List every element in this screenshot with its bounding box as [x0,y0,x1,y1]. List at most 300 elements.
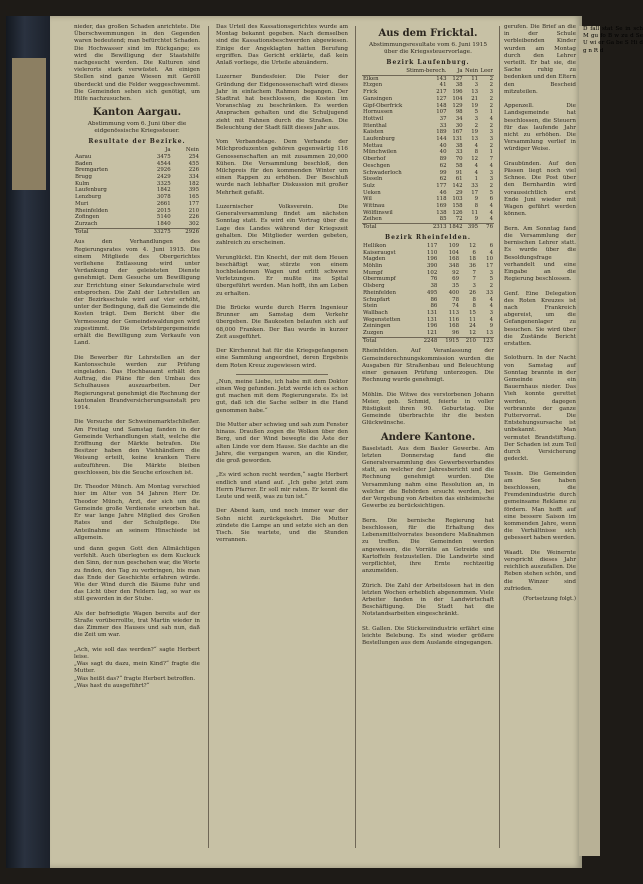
table-cell: 13 [471,136,479,143]
col2-body: Das Urteil des Kassationsgerichtes wurde am Montag bekannt gegeben. Nach demselben sind die Kassationsbeschwerden abgewiesen. Einige der Angeklagten hatten Berufung ergriffen. Das Gericht erklärte, daß kein Anlaß vorliege, die Urteile abzuändern. Luzerner Bundesfeier. Die Feier der Gründung der Eidgenossenschaft wird dieses Jahr in einfachem Rahmen begangen. Der Stadtrat hat beschlossen, die Kosten im Voranschlag zu beschränken. Es werden Ansprachen gehalten und die Schuljugend zieht mit Fahnen durch die Straßen. Die Beleuchtung der Stadt fällt dieses Jahr aus. Vom Verbandstage. Dem Verbande der Milchproduzenten gehören gegenwärtig 116 Genossenschaften an mit zusammen 20,000 Kühen. Die Versammlung beschloß, den Milchpreis für den kommenden Winter um einen Rappen zu erhöhen. Der Beschluß wurde nach lebhafter Diskussion mit großer Mehrheit gefaßt. Luzernischer Volksverein. Die Generalversammlung findet am nächsten Sonntag statt. Es wird ein Vortrag über die Lage des Landes während der Kriegszeit gehalten. Die Mitglieder werden gebeten, zahlreich zu erscheinen. Verunglückt. Ein Knecht, der mit dem Heuen beschäftigt war, stürzte von einem hochbeladenen Wagen und erlitt schwere Verletzungen. Er mußte ins Spital übergeführt werden. Man hofft, ihn am Leben zu erhalten. Die Brücke wurde durch Herrn Ingenieur Brunner am Samstag dem Verkehr übergeben. Die Baukosten belaufen sich auf 68,000 Franken. Der Bau wurde in kurzer Zeit ausgeführt. Der Kirchenrat hat für die Kriegsgefangenen eine Sammlung angeordnet, deren Ergebnis dem Roten Kreuz zugewiesen wird. [216,24,348,369]
table-cell: 196 [427,256,438,263]
table-row [362,89,494,96]
laufenburg-results-table [362,68,494,231]
col4-body: gerufen. Die Brief an die in der Schule verbleibenden Kinder wurden am Montag durch den Lehrer verteilt. Er bat sie, die Sache ruhig zu bedenken und den Eltern den Bescheid mitzuteilen. Appenzell. Die Landsgemeinde hat beschlossen, die Steuern für das laufende Jahr nicht zu erhöhen. Die Versammlung verlief in würdiger Weise. Graubünden. Auf den Pässen liegt noch viel Schnee. Die Post über den Bernhardin wird voraussichtlich erst Ende Juni wieder mit Wagen geführt werden können. Bern. Am Sonntag fand die Versammlung der bernischen Lehrer statt. Es wurde über die Besoldungsfrage verhandelt und eine Eingabe an die Regierung beschlossen. Genf. Eine Delegation des Roten Kreuzes ist nach Frankreich abgereist, um die Gefangenenlager zu besuchen. Sie wird über die Zustände Bericht erstatten. Solothurn. In der Nacht von Samstag auf Sonntag brannte in der Gemeinde ein Bauernhaus nieder. Das Vieh konnte gerettet werden, dagegen verbrannte der ganze Futtervorrat. Die Entstehungsursache ist unbekannt. Man vermutet Brandstiftung. Der Schaden ist zum Teil durch Versicherung gedeckt. Tessin. Die Gemeinden am See haben beschlossen, die Fremdenindustrie durch gemeinsame Reklame zu fördern. Man hofft auf eine bessere Saison im kommenden Jahre, wenn die Verhältnisse sich gebessert haben werden. Waadt. Die Weinernte verspricht dieses Jahr reichlich auszufallen. Die Reben stehen schön, und die Winzer sind zufrieden. [504,24,577,592]
table-row [362,190,494,197]
table-cell: 33 [455,149,463,156]
table-row [362,276,494,283]
table-row-label: Stein [363,303,378,310]
table-row [362,256,494,263]
table-row-label: Gansingen [363,95,393,102]
table-cell: 4 [474,169,479,176]
table-cell: 118 [436,196,447,203]
table-cell: 69 [452,276,459,283]
table-row-label: Baden [75,160,93,167]
table-cell: 210 [460,337,477,344]
table-row-label: Kaiseraugst [363,249,396,256]
table-row-label: Etzgen [363,82,383,89]
table-cell: 210 [188,207,199,214]
table-row [362,123,494,130]
table-cell: 4 [489,316,493,323]
table-cell: 2 [489,75,493,82]
table-cell: 2 [489,283,493,290]
table-cell: 2661 [156,200,171,207]
table-row [74,167,200,174]
table-cell: 9 [489,323,493,330]
table-cell: 177 [436,182,447,189]
table-cell: 104 [448,249,459,256]
table-cell: 107 [436,109,447,116]
table-cell: 196 [452,89,463,96]
table-row [362,103,494,110]
table-row-label: Oeschgen [363,162,390,169]
table-cell: 26 [469,289,476,296]
table-cell: 395 [464,224,479,231]
table-row-label: Rheinfelden [363,289,396,296]
table-cell: 3475 [156,153,171,160]
table-cell: 12 [469,330,476,337]
table-cell: 3 [472,283,476,290]
table-row [74,214,200,221]
table-row [362,143,494,150]
table-row [362,250,494,257]
table-row-label: Wegenstetten [363,316,401,323]
table-row [74,174,200,181]
table-row-label: Lenzburg [75,194,102,201]
table-cell: 138 [436,209,447,216]
table-cell: 11 [469,316,476,323]
table-cell: 226 [188,214,199,221]
table-cell: 2429 [156,174,171,181]
rheinfelden-results-table [362,243,494,345]
table-cell: Ja [165,147,171,154]
table-row-label: Magden [363,256,386,263]
table-cell: 3 [474,82,479,89]
table-row [362,330,494,337]
column-1 [74,24,200,850]
table-cell: 9 [474,196,479,203]
table-cell: 129 [452,102,463,109]
table-cell: 127 [436,95,447,102]
table-row [362,109,494,116]
table-row [362,303,494,310]
table-row-label: Olsberg [363,283,385,290]
kanton-aargau-heading: Kanton Aargau. [92,107,182,119]
table-row [74,154,200,161]
table-row [362,75,494,82]
laufenburg-title: Bezirk Laufenburg. [386,59,470,66]
table-row-label: Gipf-Oberfrick [363,102,403,109]
table-row-label: Zeihen [363,216,382,223]
table-row-label: Total [362,224,404,231]
col1-body: Aus den Verhandlungen des Regierungsrates vom 4. Juni 1915. Die einem Mitgliede des Obergerichtes verliehene Entlassung wird unter Verdankung der geleisteten Dienste genehmigt. Dem Gesuche um Bewilligung zur Errichtung einer Sekundarschule wird entsprochen. Die Zahl der Lehrstellen an der Bezirksschule wird auf vier erhöht, unter der Bedingung, daß die Gemeinde die Kosten trägt. Dem Bericht über die Vermessung der Gemeindewaldungen wird zugestimmt. Die Ortsbürgergemeinde erhält die Bewilligung zum Verkaufe von Land. Die Bewerber für Lehrstellen an der Kantonsschule werden zur Prüfung eingeladen. Das Hochbauamt erhält den Auftrag, die Pläne für den Umbau des Schulhauses auszuarbeiten. Der Regierungsrat genehmigt die Rechnung der kantonalen Brandversicherungsanstalt pro 1914. Die Versuche der Schweinemarktschließer. Am Freitag und Samstag fanden in der Gemeinde Verhandlungen statt, welche die Eröffnung der Märkte betrafen. Die Besitzer haben den Viehhändlern die Weisung erteilt, keine kranken Tiere aufzuführen. Die Märkte bleiben geschlossen, bis die Seuche erloschen ist. Dr. Theodor Münch. Am Montag verschied hier im Alter von 54 Jahren Herr Dr. Theodor Münch, Arzt, der sich um die Gemeinde große Verdienste erworben hat. Er war lange Jahre Mitglied des Großen Rates und der Schulpflege. Die Anteilnahme an seinem Hinschiede ist allgemein. [74,239,200,541]
table-cell: 4 [489,216,493,223]
table-cell: 3 [489,269,493,276]
table-row-label: Hottwil [363,115,384,122]
table-row-label: Münchwilen [363,149,397,156]
table-cell: 131 [452,136,463,143]
col1-story: und dann gegen Gott den Allmächtigen verfehlt. Auch überlegten es dem Kuckuck den Sinn, der nun geschehen war, die Worte zu finden, den Tag zu verbringen, bis man das Ende der Geschichte erfahren würde. Wie der Wind durch die Bäume fuhr und das Licht über den Feldern lag, so war es still geworden in der Stube. Als der befriedigte Wagen bereits auf der Straße vorüberrollte, trat Martin wieder in das Zimmer des Hauses und sah nun, daß die Zeit um war. „Ach, wie soll das werden?“ sagte Herbert leise. „Was sagt du dazu, mein Kind?“ fragte die Mutter. „Was heißt das?“ fragte Herbert betroffen. „Was hast du ausgeführt?“ [74,545,200,689]
table-row-label: Wallbach [363,309,388,316]
table-cell: 127 [452,75,463,82]
table-cell: 36 [469,262,476,269]
table-cell: 3 [489,129,493,136]
table-row-label: Wölflinswil [363,209,393,216]
table-cell: 168 [448,256,459,263]
table-cell: 8 [472,303,476,310]
table-cell: 167 [452,129,463,136]
table-cell: 1842 [448,224,463,231]
table-row-label: Brugg [75,174,92,181]
table-cell: 38 [430,283,438,290]
table-cell: 37 [439,115,447,122]
table-cell: 254 [188,153,199,160]
table-cell: 21 [471,95,479,102]
table-row [362,297,494,304]
table-row [362,243,494,250]
table-cell: 126 [452,209,463,216]
table-row [362,116,494,123]
table-row-label: Muri [75,200,89,207]
table-row [362,310,494,317]
table-cell: 76 [430,276,438,283]
table-cell: 395 [188,187,199,194]
table-row-label: Laufenburg [363,136,395,143]
table-cell: 24 [469,323,476,330]
spine-label [12,58,46,190]
col3-body: Rheinfelden. Auf Veranlassung der Gemeinderechnungskommission wurden die Ausgaben für Straßenbau und Beleuchtung einer genauen Prüfung unterzogen. Die Rechnung wurde genehmigt. Möhlin. Die Witwe des verstorbenen Johann Meier, geb. Schmid, feierte in voller Rüstigkeit ihren 90. Geburtstag. Die Gemeinde überbrachte ihr die besten Glückwünsche. [362,348,494,427]
table-row [362,183,494,190]
table-cell: 189 [436,129,447,136]
table-cell: 103 [452,196,463,203]
table-cell: 2 [489,95,493,102]
table-row [362,263,494,270]
table-row-label [362,68,404,75]
table-cell: 3078 [156,194,171,201]
table-cell: 40 [439,142,447,149]
table-cell: Ja [448,68,464,75]
fricktal-heading: Aus dem Fricktal. [378,28,478,39]
table-cell: 38 [455,82,463,89]
col1-intro: nieder, das großen Schaden anrichtete. Die Überschwemmungen in den Gegenden waren bedeutend; man befürchtet Schaden. Die Hochwasser sind im Rückgange; es wird die Bewilligung der Staatshilfe nachgesucht werden. Die Kulturen sind vielerorts stark verwüstet. An einigen Stellen sind ganze Wiesen mit Geröll überdeckt und die Felder weggeschwemmt. Die Gemeinden sehen sich genötigt, um Hilfe nachzusuchen. [74,24,202,103]
table-cell: 168 [448,323,459,330]
table-cell: 4 [489,162,493,169]
table-cell: 86 [430,296,438,303]
table-cell: 92 [452,269,459,276]
table-cell: 8 [472,296,476,303]
table-cell: 62 [439,176,447,183]
table-row-label: Hellikon [363,242,387,249]
table-cell: 143 [436,75,447,82]
table-cell: 19 [471,129,479,136]
table-cell: 5 [489,276,493,283]
column-rule [208,26,209,848]
table-cell: 495 [427,289,438,296]
table-row-label: Sisseln [363,176,383,183]
table-cell: 334 [188,174,199,181]
table-cell: 35 [452,283,459,290]
table-row-label: Aarau [75,153,92,160]
table-cell: 2 [474,122,479,129]
table-cell: 7 [489,156,493,163]
table-cell: 390 [427,262,438,269]
table-row [362,96,494,103]
table-row-label: Laufenburg [75,187,107,194]
table-cell: 4 [489,209,493,216]
table-cell: 46 [439,189,447,196]
table-row-label: Kaisten [363,129,384,136]
table-cell: 17 [471,189,479,196]
col3-body2: Baselstadt. Aus dem Basler Gewerbe. Am letzten Donnerstag fand die Generalversammlung des Gewerbeverbandes statt, an welcher der Jahresbericht und die Rechnung genehmigt wurden. Die Versammlung nahm eine Resolution an, in welcher die Behörden ersucht werden, bei der Vergebung von Arbeiten das einheimische Gewerbe zu berücksichtigen. Bern. Die bernische Regierung hat beschlossen, für die Erhaltung des Lebensmittelvorrates besondere Maßnahmen zu treffen. Die Gemeinden werden angewiesen, die Vorräte an Getreide und Kartoffeln festzustellen. Die Landwirte sind verpflichtet, ihre Ernte rechtzeitig anzumelden. Zürich. Die Zahl der Arbeitslosen hat in den letzten Wochen erheblich abgenommen. Viele Arbeiter fanden in der Landwirtschaft Beschäftigung. Die Stadt hat die Notstandsarbeiten eingeschränkt. St. Gallen. Die Stickereiindustrie erfährt eine leichte Belebung. Es sind wieder größere Bestellungen aus dem Auslande eingegangen. [362,445,494,647]
table-cell: 7 [472,269,476,276]
table-row [74,181,200,188]
table-row-label: Ueken [363,189,381,196]
table-row [362,323,494,330]
table-cell: Leer [480,68,493,74]
table-cell: 18 [469,256,476,263]
table-row [362,149,494,156]
table-cell: 302 [188,220,199,227]
table-row [362,270,494,277]
table-cell: 38 [455,142,463,149]
col2-story: „Nun, meine Liebe, ich habe mit dem Doktor einen Weg gefunden. Jetzt werde ich es schon gut machen mit dem Regierungsrate. Es ist gut, daß ich die Sache selber in die Hand genommen habe.“ Die Mutter aber schwieg und sah zum Fenster hinaus. Draußen zogen die Wolken über den Berg, und der Wind bewegte die Äste der alten Linde vor dem Hause. Sie dachte an die Jahre, die vergangen waren, an die Kinder, die groß geworden. „Es wird schon recht werden,“ sagte Herbert endlich und stand auf. „Ich gehe jetzt zum Herrn Pfarrer. Er soll mir raten. Er kennt die Leute und weiß, was zu tun ist.“ Der Abend kam, und noch immer war der Sohn nicht zurückgekehrt. Die Mutter zündete die Lampe an und setzte sich an den Tisch. Sie wartete, und die Stunden verrannen. [216,378,348,544]
table-cell: 2015 [156,207,171,214]
table-row-label: Hornussen [363,109,393,116]
table-cell: 9 [474,216,479,223]
table-cell: 348 [448,262,459,269]
rheinfelden-title: Bezirk Rheinfelden. [385,233,471,241]
story-divider [236,374,328,375]
table-row [362,136,494,143]
table-cell: 2926 [156,167,171,174]
table-cell: 33 [471,182,479,189]
table-cell: 11 [471,75,479,82]
table-cell: 2 [489,142,493,149]
table-cell: 4 [489,203,493,210]
table-cell: 2313 [404,224,447,231]
table-cell: 3325 [156,180,171,187]
table-row [362,283,494,290]
table-cell: 58 [455,162,463,169]
column-2 [216,24,348,850]
column-rule [355,26,356,848]
table-row-label: Eiken [363,75,379,82]
table-row [74,161,200,168]
table-cell: 4 [474,162,479,169]
table-cell: 29 [455,189,463,196]
table-cell: 196 [427,323,438,330]
table-cell: 148 [436,102,447,109]
table-cell: 400 [448,289,459,296]
table-cell: 1840 [156,220,171,227]
table-row [362,156,494,163]
table-cell: 226 [188,167,199,174]
table-row [362,163,494,170]
table-row-label: Möhlin [363,262,383,269]
table-cell: 1842 [156,187,171,194]
table-row-label: Kulm [75,180,90,187]
table-row-label: Sulz [363,182,375,189]
table-cell: 89 [439,156,447,163]
table-cell: 72 [455,216,463,223]
table-cell: 99 [439,169,447,176]
table-cell: 74 [452,303,459,310]
table-row [362,210,494,217]
table-cell: 85 [439,216,447,223]
table-cell: 2926 [172,228,200,235]
table-cell: 3 [489,89,493,96]
table-row-label: Wittnau [363,203,385,210]
table-row-label: Frick [363,89,378,96]
table-row-label: Zeiningen [363,323,391,330]
table-row-label: Zofingen [75,214,100,221]
table-cell: 4 [489,249,493,256]
table-cell: 117 [427,242,438,249]
table-row [362,170,494,177]
table-cell: 6 [489,196,493,203]
table-cell: 13 [486,330,493,337]
table-row-label: Zuzgen [363,330,384,337]
table-row-label [74,147,137,154]
table-row-label: Zurzach [75,220,98,227]
table-cell: 177 [188,200,199,207]
table-cell: 3 [489,176,493,183]
table-row [362,82,494,89]
table-cell: 8 [474,149,479,156]
table-cell: 10 [486,256,493,263]
table-row-label: Total [362,337,417,344]
table-cell: 62 [439,162,447,169]
table-cell: 110 [427,249,438,256]
table-cell: 5140 [156,214,171,221]
table-cell: 13 [471,89,479,96]
table-row [74,221,200,228]
table-cell: 116 [448,316,459,323]
table-cell: 455 [188,160,199,167]
table-cell: 4 [489,303,493,310]
table-cell: 33275 [137,228,172,235]
continuation-note: (Fortsetzung folgt.) [522,596,576,603]
table-cell: 113 [448,309,459,316]
table-cell: 33 [439,122,447,129]
table-cell: 4 [474,142,479,149]
table-cell: 182 [188,180,199,187]
table-cell: 12 [469,242,476,249]
table-cell: 142 [452,182,463,189]
table-cell: 1 [489,149,493,156]
districts-title: Resultate der Bezirke. [88,138,186,146]
table-row-label: Ittenthal [363,122,387,129]
table-cell: 2 [489,182,493,189]
table-row [74,201,200,208]
newspaper-page [50,16,582,868]
table-row-label: Bremgarten [75,167,108,174]
table-cell: 98 [455,109,463,116]
table-cell: 76 [479,224,494,231]
table-row-label: Rheinfelden [75,207,108,214]
table-row-label: Mettau [363,142,383,149]
table-cell: Nein [464,68,479,74]
table-cell: 41 [439,82,447,89]
table-cell: 102 [427,269,438,276]
table-cell: 40 [439,149,447,156]
table-cell: 8 [474,203,479,210]
facing-page-edge [579,26,643,856]
fricktal-subheading: Abstimmungsresultate vom 6. Juni 1915 über die Kriegssteuervorlage. [368,42,488,55]
table-cell: 5 [489,189,493,196]
table-cell: 12 [471,156,479,163]
table-cell: 5 [474,109,479,116]
table-cell: 1 [474,176,479,183]
table-cell: 165 [188,194,199,201]
table-cell: 7 [472,276,476,283]
table-cell: 33 [486,289,493,296]
table-row [362,317,494,324]
table-row-label: Schwaderloch [363,169,402,176]
table-cell: 121 [427,330,438,337]
table-row [362,196,494,203]
table-cell: 6 [489,242,493,249]
column-4 [504,24,576,850]
table-cell: 131 [427,316,438,323]
table-row [362,216,494,223]
table-row [362,203,494,210]
table-row-label: Total [74,228,137,235]
table-row-label: Schupfart [363,296,391,303]
table-cell: 30 [455,122,463,129]
table-cell: 6 [472,249,476,256]
table-cell: 3 [489,309,493,316]
table-row [362,176,494,183]
table-row-label: Oberhof [363,156,386,163]
table-cell: 2 [489,82,493,89]
table-cell: 169 [436,203,447,210]
kanton-aargau-subheading: Abstimmung vom 6. Juni über die eidgenössische Kriegssteuer. [87,121,187,135]
aargau-results-table [74,147,200,235]
table-cell: 19 [471,102,479,109]
table-cell: 4544 [156,160,171,167]
table-cell: 158 [452,203,463,210]
table-cell: 1 [489,109,493,116]
table-row-label: Mumpf [363,269,383,276]
table-row-label: Wil [363,196,372,203]
table-cell: 3 [474,115,479,122]
table-cell: 109 [448,242,459,249]
table-cell: 144 [436,136,447,143]
table-cell: 2 [489,102,493,109]
table-cell: 96 [452,330,459,337]
table-cell: 17 [486,262,493,269]
table-cell: 3 [489,136,493,143]
table-cell: 4 [489,115,493,122]
table-cell: 123 [477,337,494,344]
table-cell: 34 [455,115,463,122]
table-cell: 217 [436,89,447,96]
table-cell: Stimm-berech. [406,68,447,74]
table-row [362,129,494,136]
facing-page-text: D fall stat Se in sch M gu fo B w zu d Se U wi er Ga be S Hi d g n R d [583,26,643,54]
table-cell: Nein [185,147,199,154]
table-cell: 70 [455,156,463,163]
table-row [74,208,200,215]
table-row-label: Obermumpf [363,276,396,283]
table-cell: 2248 [417,337,439,344]
table-cell: 11 [471,209,479,216]
column-3 [362,24,494,850]
table-cell: 3 [489,169,493,176]
table-cell: 131 [427,309,438,316]
table-cell: 91 [455,169,463,176]
